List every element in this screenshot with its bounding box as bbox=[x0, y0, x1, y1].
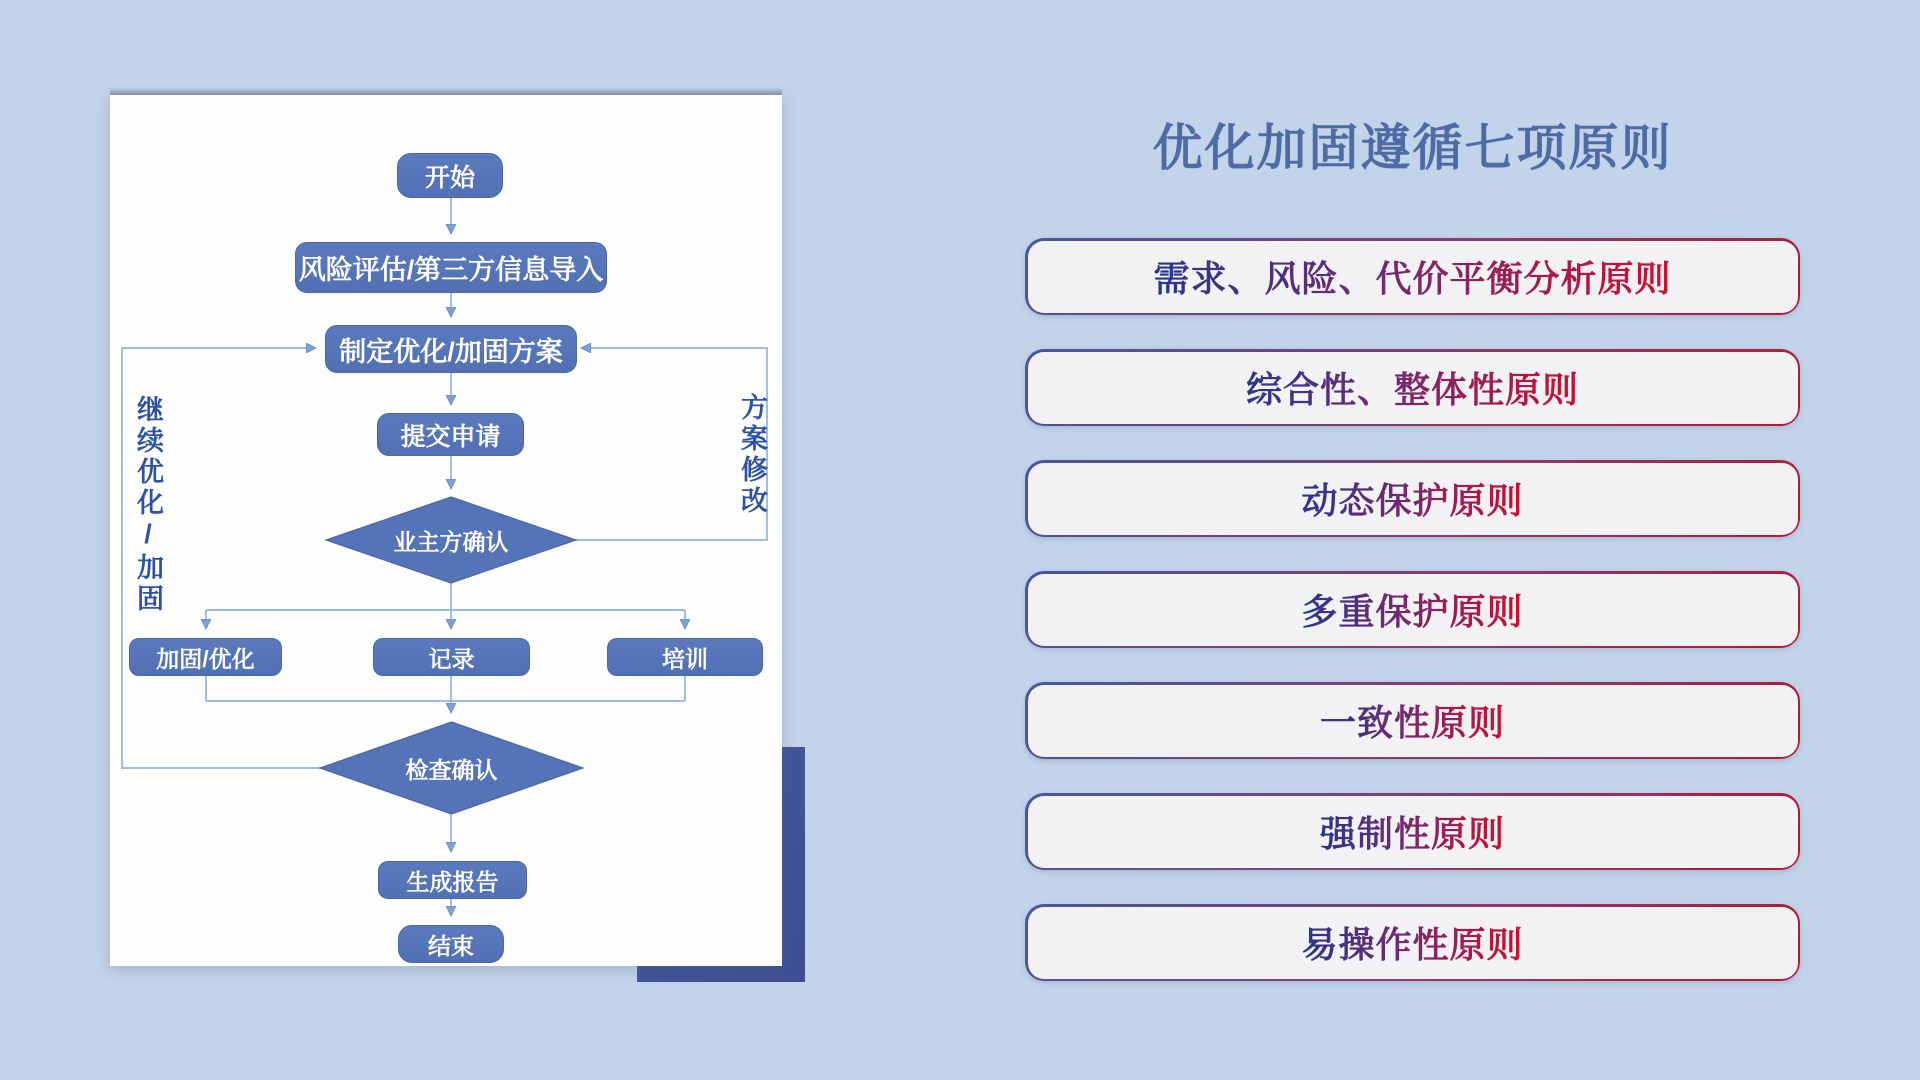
principle-text-1: 需求、风险、代价平衡分析原则 bbox=[1153, 251, 1671, 302]
record-node: 记录 bbox=[373, 638, 530, 676]
principle-text-6: 强制性原则 bbox=[1320, 806, 1505, 857]
check-confirm-diamond-label: 检查确认 bbox=[405, 756, 498, 783]
principle-pill-1 bbox=[1025, 238, 1800, 315]
loop-continue-optimize-label: 继续优化/加固 bbox=[133, 395, 163, 615]
flowchart-card bbox=[110, 95, 782, 966]
loop-plan-revise-label: 方案修改 bbox=[737, 393, 767, 517]
training-node: 培训 bbox=[607, 638, 763, 676]
submit-node: 提交申请 bbox=[377, 413, 524, 456]
principle-text-3: 动态保护原则 bbox=[1301, 473, 1523, 524]
risk-import-node: 风险评估/第三方信息导入 bbox=[295, 242, 607, 293]
principle-pill-7 bbox=[1025, 904, 1800, 981]
report-node: 生成报告 bbox=[378, 861, 527, 899]
make-plan-node: 制定优化/加固方案 bbox=[325, 325, 577, 373]
principle-pill-6 bbox=[1025, 793, 1800, 870]
principle-pill-4 bbox=[1025, 571, 1800, 648]
principle-text-2: 综合性、整体性原则 bbox=[1246, 362, 1579, 413]
start-node: 开始 bbox=[397, 153, 503, 198]
owner-confirm-diamond-label: 业主方确认 bbox=[393, 528, 509, 555]
principle-text-4: 多重保护原则 bbox=[1301, 584, 1523, 635]
end-node: 结束 bbox=[398, 925, 504, 963]
principle-text-7: 易操作性原则 bbox=[1301, 917, 1523, 968]
principle-pill-2 bbox=[1025, 349, 1800, 426]
principle-pill-5 bbox=[1025, 682, 1800, 759]
reinforce-node: 加固/优化 bbox=[129, 638, 282, 676]
principle-pill-3 bbox=[1025, 460, 1800, 537]
page-title: 优化加固遵循七项原则 bbox=[1152, 120, 1673, 176]
principle-text-5: 一致性原则 bbox=[1320, 695, 1505, 746]
